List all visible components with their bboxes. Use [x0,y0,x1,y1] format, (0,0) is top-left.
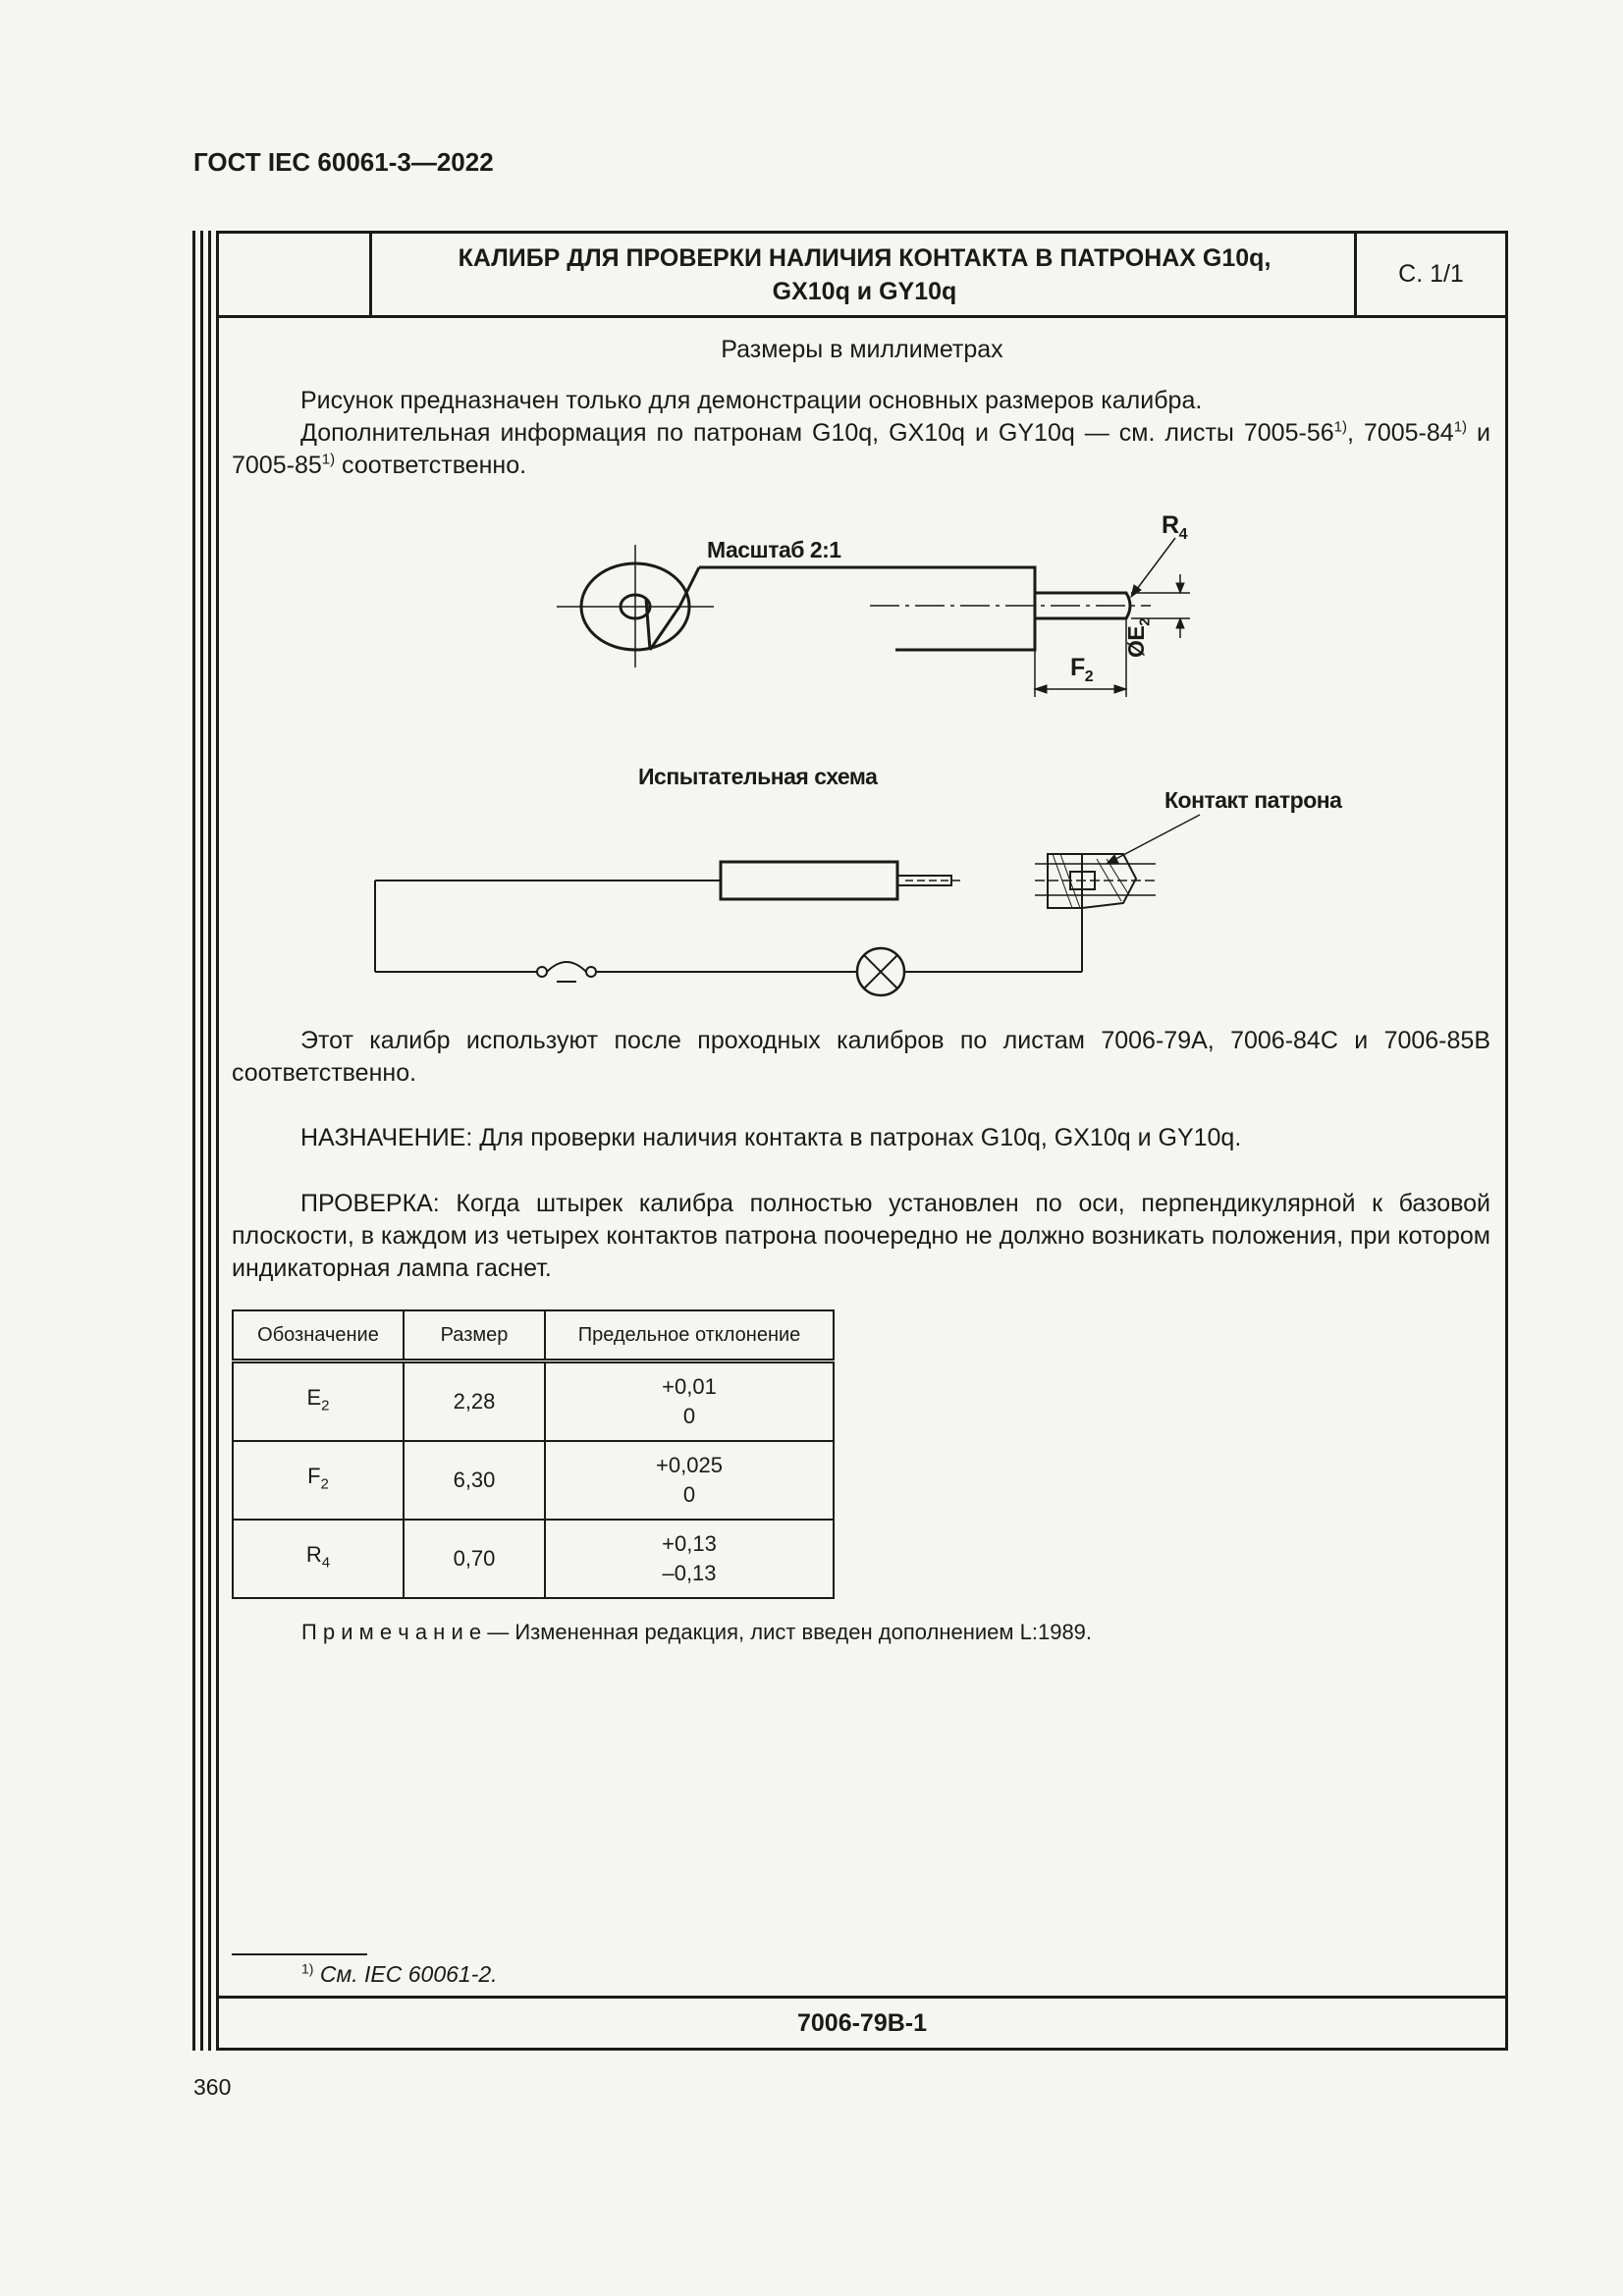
f2-symbol: F [1070,654,1085,681]
cell-tolerance [545,1441,834,1520]
gauge-drawing [218,491,1506,1011]
r4-label [1162,511,1187,544]
test-circuit-label: Испытательная схема [638,764,878,789]
intro-text: и 7005-85 [232,419,1490,479]
lampholder-contact-label: Контакт патрона [1164,787,1342,813]
document-header: ГОСТ IEC 60061-3—2022 [193,147,494,177]
upper-deviation: +0,13 [662,1531,717,1556]
sheet-title [375,234,1357,315]
intro-text: Дополнительная информация по патронам G10q, GX10q и GY10q — см. листы 7005-56 [300,419,1334,447]
lower-deviation: –0,13 [662,1561,717,1585]
title-block [219,234,1505,318]
page-number: 360 [193,2074,232,2100]
footnote-text: См. IEC 60061-2. [313,1961,498,1987]
sheet-footer: 7006-79В-1 [219,1996,1505,2048]
footnote-ref: 1) [1453,418,1468,436]
symbol-subscript: 2 [321,1397,330,1415]
check-paragraph: ПРОВЕРКА: Когда штырек калибра полностью установлен по оси, перпендикулярной к базовой плоскости, в каждом из четырех контактов патрона поочередно не должно возникать положения, при котором индикаторная лампа гаснет. [232,1190,1490,1282]
cell-designation [233,1441,404,1520]
lower-deviation: 0 [682,1482,696,1507]
upper-deviation: +0,025 [656,1453,723,1477]
cell-size: 2,28 [404,1362,545,1442]
intro-text: соответственно. [335,452,527,479]
r4-symbol: R [1162,511,1179,539]
sheet-title-line1: КАЛИБР ДЛЯ ПРОВЕРКИ НАЛИЧИЯ КОНТАКТА В ПАТРОНАХ G10q, [458,243,1271,272]
sheet-number: С. 1/1 [1398,260,1464,288]
e2-label [1123,618,1154,658]
footnote-mark: 1) [301,1960,314,1977]
footnote-ref: 1) [321,451,336,468]
cell-tolerance [545,1520,834,1598]
symbol-subscript: 2 [320,1475,329,1493]
margin-line [200,231,203,2051]
footnote-separator [232,1953,367,1955]
cell-designation [233,1362,404,1442]
gauge-end-view [557,545,714,667]
usage-paragraph: Этот калибр используют после проходных калибров по листам 7006-79А, 7006-84С и 7006-85В соответственно. [232,1027,1490,1087]
footnote-ref: 1) [1333,418,1347,436]
intro-line2 [232,417,1490,482]
symbol-subscript: 4 [321,1554,331,1572]
margin-line [192,231,195,2051]
f2-subscript: 2 [1084,668,1094,685]
scale-label: Масштаб 2:1 [707,537,841,562]
cell-size: 0,70 [404,1520,545,1598]
f2-label [1070,654,1093,686]
intro-line1: Рисунок предназначен только для демонстрации основных размеров калибра. [300,387,1203,414]
e2-subscript: 2 [1136,617,1154,626]
intro-text: , 7005-84 [1346,419,1454,447]
test-circuit [375,862,1082,995]
intro-paragraph [232,385,1490,482]
note [301,1620,1092,1645]
upper-deviation: +0,01 [662,1374,717,1399]
sheet-title-line2: GX10q и GY10q [772,277,957,305]
e2-symbol: ØE [1123,625,1149,658]
title-block-empty-cell [219,234,372,315]
header-tolerance: Предельное отклонение [545,1310,834,1362]
symbol-text: F [307,1463,321,1488]
r4-subscript: 4 [1178,526,1187,543]
footnote [301,1961,498,1988]
cell-size: 6,30 [404,1441,545,1520]
symbol-text: E [306,1384,322,1410]
table-row [233,1441,834,1520]
margin-line [208,231,211,2051]
table-row [233,1362,834,1442]
note-label: П р и м е ч а н и е [301,1620,482,1644]
symbol-text: R [305,1541,322,1567]
tolerance-table [232,1309,835,1599]
header-designation: Обозначение [233,1310,404,1362]
lower-deviation: 0 [682,1404,696,1428]
table-header-row [233,1310,834,1362]
note-text: — Измененная редакция, лист введен дополнением L:1989. [481,1620,1093,1644]
table-row [233,1520,834,1598]
cell-designation [233,1520,404,1598]
header-size: Размер [404,1310,545,1362]
dimensions-note: Размеры в миллиметрах [721,336,1003,363]
cell-tolerance [545,1362,834,1442]
lampholder-contact [1035,815,1200,908]
purpose-paragraph: НАЗНАЧЕНИЕ: Для проверки наличия контакта в патронах G10q, GX10q и GY10q. [300,1124,1242,1151]
